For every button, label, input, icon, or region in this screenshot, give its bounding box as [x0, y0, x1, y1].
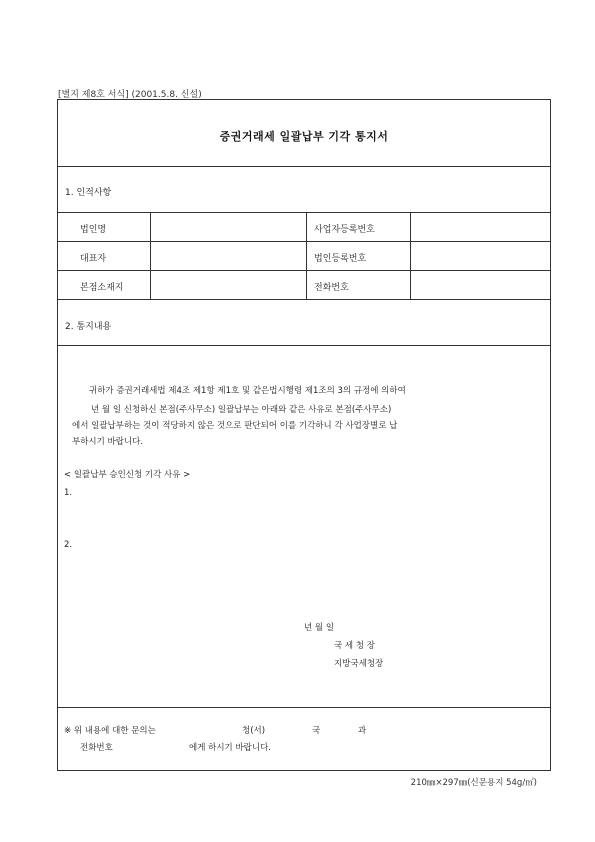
inquiry-section: 과 [358, 726, 367, 736]
divider [58, 345, 550, 346]
inquiry-closing: 에게 하시기 바랍니다. [189, 743, 272, 753]
divider [58, 166, 550, 167]
divider [58, 270, 550, 271]
form-title: 증권거래세 일괄납부 기각 통지서 [219, 130, 389, 143]
issuer-regional-commissioner: 지방국세청장 [334, 659, 384, 669]
column-divider [150, 212, 151, 299]
issuer-commissioner: 국 세 청 장 [334, 641, 375, 651]
inquiry-phone-label: 전화번호 [80, 743, 113, 753]
corporate-registration-number-label: 법인등록번호 [314, 254, 367, 264]
divider [58, 707, 550, 708]
issue-date-line: 년 월 일 [304, 623, 335, 633]
column-divider [306, 212, 307, 299]
divider [58, 241, 550, 242]
notice-body-line: 귀하가 증권거래세법 제4조 제1항 제1호 및 같은법시행령 제1조의 3의 규정에 의하여 [89, 386, 406, 396]
inquiry-prefix: ※ 위 내용에 대한 문의는 [64, 726, 156, 736]
paper-spec-note: 210㎜×297㎜(신문용지 54g/㎡) [410, 778, 537, 788]
rejection-reason-item-1: 1. [64, 488, 73, 498]
rejection-reason-item-2: 2. [64, 540, 73, 550]
notice-body-line: 년 월 일 신청하신 본점(주사무소) 일괄납부는 아래와 같은 사유로 본점(주사무소) [91, 405, 392, 415]
business-registration-number-label: 사업자등록번호 [314, 225, 375, 235]
phone-number-label: 전화번호 [314, 283, 349, 293]
corporation-name-label: 법인명 [80, 225, 107, 235]
section-notice-content-label: 2. 통지내용 [65, 322, 112, 332]
rejection-reason-heading: < 일괄납부 승인신청 기각 사유 > [64, 470, 191, 480]
divider [58, 212, 550, 213]
column-divider [410, 212, 411, 299]
notice-body-line: 부하시기 바랍니다. [72, 437, 144, 447]
form-number-note: [별지 제8호 서식] (2001.5.8. 신설) [58, 90, 202, 100]
head-office-address-label: 본점소재지 [80, 283, 124, 293]
representative-label: 대표자 [80, 254, 107, 264]
divider [58, 299, 550, 300]
inquiry-bureau: 국 [312, 726, 321, 736]
section-personal-info-label: 1. 인적사항 [65, 188, 112, 198]
inquiry-office: 청(서) [242, 726, 266, 736]
notice-form [57, 99, 551, 771]
notice-body-line: 에서 일괄납부하는 것이 적당하지 않은 것으로 판단되어 이를 기각하니 각 사업장별로 납 [72, 421, 398, 431]
